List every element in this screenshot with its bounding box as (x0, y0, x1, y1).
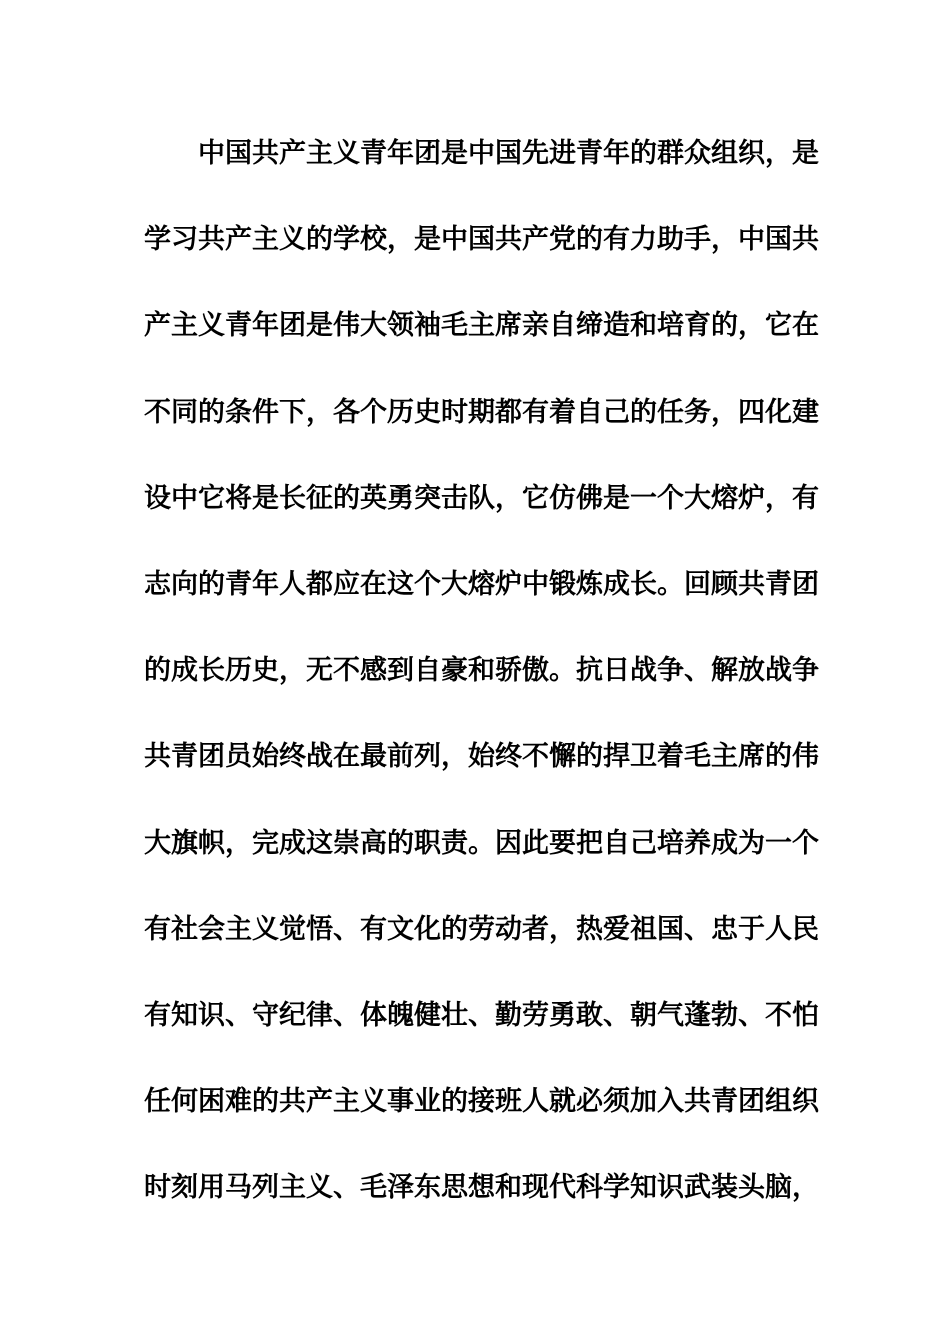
paragraph-line-13: 时刻用马列主义、毛泽东思想和现代科学知识武装头脑， (144, 1172, 819, 1204)
paragraph-line-6: 志向的青年人都应在这个大熔炉中锻炼成长。回顾共青团 (144, 568, 819, 600)
paragraph-line-9: 大旗帜，完成这崇高的职责。因此要把自己培养成为一个 (144, 827, 819, 859)
paragraph-line-11: 有知识、守纪律、体魄健壮、勤劳勇敢、朝气蓬勃、不怕 (144, 999, 819, 1031)
paragraph-line-5: 设中它将是长征的英勇突击队，它仿佛是一个大熔炉，有 (144, 482, 819, 514)
paragraph-line-2: 学习共产主义的学校，是中国共产党的有力助手，中国共 (144, 224, 819, 256)
paragraph-line-10: 有社会主义觉悟、有文化的劳动者，热爱祖国、忠于人民 (144, 913, 819, 945)
paragraph-line-3: 产主义青年团是伟大领袖毛主席亲自缔造和培育的，它在 (144, 310, 819, 342)
paragraph-line-7: 的成长历史，无不感到自豪和骄傲。抗日战争、解放战争 (144, 655, 819, 687)
paragraph-line-1: 中国共产主义青年团是中国先进青年的群众组织，是 (198, 138, 819, 169)
paragraph-line-8: 共青团员始终战在最前列，始终不懈的捍卫着毛主席的伟 (144, 741, 819, 773)
paragraph-line-4: 不同的条件下，各个历史时期都有着自己的任务，四化建 (144, 396, 819, 428)
paragraph-line-12: 任何困难的共产主义事业的接班人就必须加入共青团组织 (144, 1086, 819, 1118)
body-paragraph (144, 124, 819, 1244)
